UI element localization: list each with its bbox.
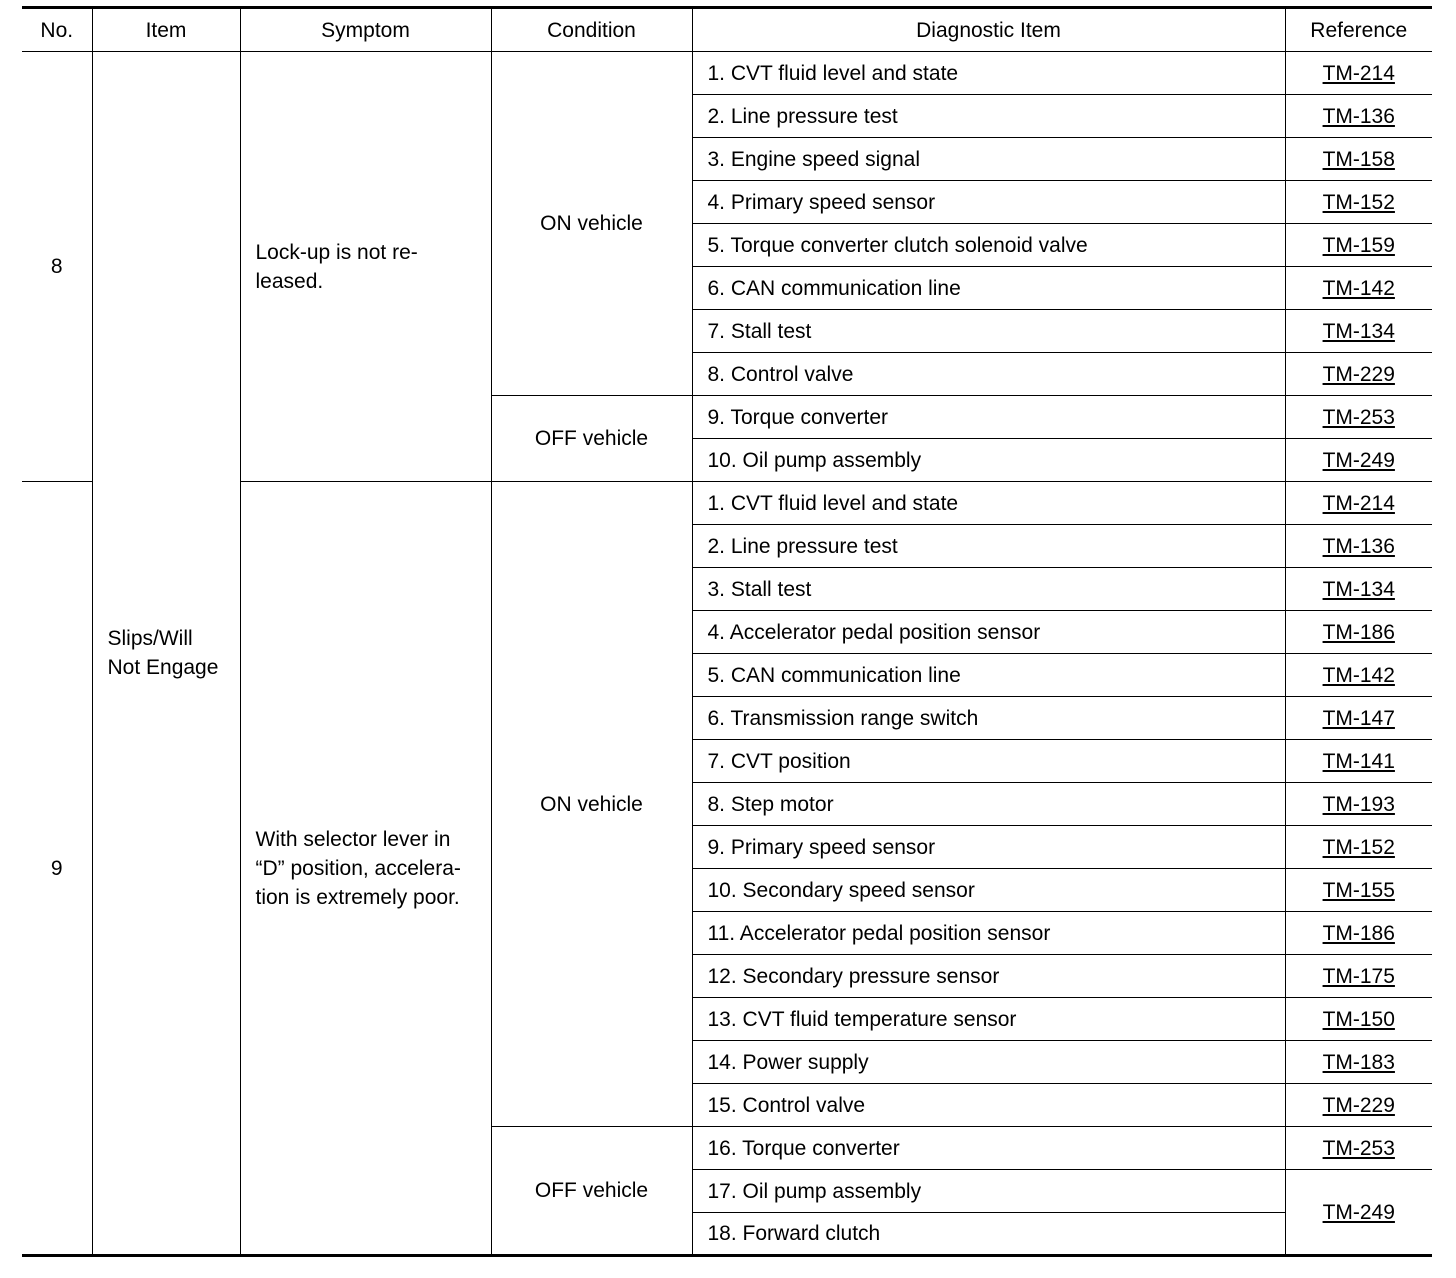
cell-diagnostic-item: 4. Accelerator pedal position sensor [692,611,1285,654]
cell-diagnostic-item: 9. Primary speed sensor [692,826,1285,869]
reference-link[interactable]: TM-150 [1322,1007,1395,1031]
cell-reference [1285,1170,1432,1256]
cell-diagnostic-item: 8. Step motor [692,783,1285,826]
cell-condition: ON vehicle [491,482,692,1127]
reference-link[interactable]: TM-193 [1322,792,1395,816]
cell-diagnostic-item: 1. CVT fluid level and state [692,482,1285,525]
reference-link[interactable]: TM-136 [1322,534,1395,558]
reference-link[interactable]: TM-175 [1322,964,1395,988]
reference-link[interactable]: TM-147 [1322,706,1395,730]
cell-condition: OFF vehicle [491,1127,692,1256]
cell-diagnostic-item: 6. CAN communication line [692,267,1285,310]
cell-condition: ON vehicle [491,52,692,396]
cell-diagnostic-item: 14. Power supply [692,1041,1285,1084]
cell-diagnostic-item: 13. CVT fluid temperature sensor [692,998,1285,1041]
reference-link[interactable]: TM-253 [1322,1136,1395,1160]
item-text: Slips/Will Not Engage [107,627,219,679]
cell-diagnostic-item: 2. Line pressure test [692,525,1285,568]
cell-reference [1285,267,1432,310]
reference-link[interactable]: TM-152 [1322,835,1395,859]
cell-diagnostic-item: 16. Torque converter [692,1127,1285,1170]
header-no: No. [22,8,92,52]
cell-reference [1285,525,1432,568]
reference-link[interactable]: TM-229 [1322,1093,1395,1117]
cell-reference [1285,826,1432,869]
cell-reference [1285,568,1432,611]
reference-link[interactable]: TM-142 [1322,663,1395,687]
cell-reference [1285,353,1432,396]
cell-reference [1285,955,1432,998]
reference-link[interactable]: TM-158 [1322,147,1395,171]
cell-diagnostic-item: 6. Transmission range switch [692,697,1285,740]
table-row [22,52,1432,95]
cell-diagnostic-item: 17. Oil pump assembly [692,1170,1285,1213]
cell-diagnostic-item: 5. CAN communication line [692,654,1285,697]
header-row [22,8,1432,52]
symptom-text: With selector lever in “D” position, accelera- tion is extremely poor. [255,827,461,909]
cell-no: 8 [22,52,92,482]
cell-diagnostic-item: 11. Accelerator pedal position sensor [692,912,1285,955]
cell-diagnostic-item: 5. Torque converter clutch solenoid valve [692,224,1285,267]
cell-reference [1285,1084,1432,1127]
reference-link[interactable]: TM-229 [1322,362,1395,386]
reference-link[interactable]: TM-134 [1322,319,1395,343]
cell-reference [1285,138,1432,181]
reference-link[interactable]: TM-159 [1322,233,1395,257]
cell-reference [1285,783,1432,826]
symptom-text: Lock-up is not re- leased. [255,240,418,293]
reference-link[interactable]: TM-136 [1322,104,1395,128]
cell-diagnostic-item: 9. Torque converter [692,396,1285,439]
cell-reference [1285,396,1432,439]
cell-diagnostic-item: 15. Control valve [692,1084,1285,1127]
cell-reference [1285,912,1432,955]
reference-link[interactable]: TM-186 [1322,921,1395,945]
reference-link[interactable]: TM-134 [1322,577,1395,601]
cell-reference [1285,439,1432,482]
reference-link[interactable]: TM-183 [1322,1050,1395,1074]
cell-reference [1285,224,1432,267]
cell-reference [1285,611,1432,654]
cell-diagnostic-item: 4. Primary speed sensor [692,181,1285,224]
cell-reference [1285,482,1432,525]
cell-reference [1285,1041,1432,1084]
cell-reference [1285,310,1432,353]
cell-diagnostic-item: 18. Forward clutch [692,1213,1285,1256]
cell-diagnostic-item: 1. CVT fluid level and state [692,52,1285,95]
reference-link[interactable]: TM-142 [1322,276,1395,300]
header-reference: Reference [1285,8,1432,52]
cell-diagnostic-item: 10. Secondary speed sensor [692,869,1285,912]
reference-link[interactable]: TM-249 [1322,1200,1395,1224]
table-body [22,52,1432,1256]
cell-reference [1285,740,1432,783]
cell-diagnostic-item: 3. Stall test [692,568,1285,611]
cell-item [92,52,240,1256]
reference-link[interactable]: TM-152 [1322,190,1395,214]
reference-link[interactable]: TM-214 [1322,61,1395,85]
cell-reference [1285,998,1432,1041]
header-symptom: Symptom [240,8,491,52]
reference-link[interactable]: TM-214 [1322,491,1395,515]
reference-link[interactable]: TM-249 [1322,448,1395,472]
cell-reference [1285,95,1432,138]
reference-link[interactable]: TM-155 [1322,878,1395,902]
cell-diagnostic-item: 2. Line pressure test [692,95,1285,138]
cell-reference [1285,1127,1432,1170]
cell-condition: OFF vehicle [491,396,692,482]
cell-diagnostic-item: 10. Oil pump assembly [692,439,1285,482]
reference-link[interactable]: TM-253 [1322,405,1395,429]
header-item: Item [92,8,240,52]
reference-link[interactable]: TM-186 [1322,620,1395,644]
cell-diagnostic-item: 7. Stall test [692,310,1285,353]
cell-no: 9 [22,482,92,1256]
cell-reference [1285,654,1432,697]
header-diagnostic-item: Diagnostic Item [692,8,1285,52]
diagnostic-table [22,6,1432,1257]
header-condition: Condition [491,8,692,52]
cell-diagnostic-item: 7. CVT position [692,740,1285,783]
cell-symptom [240,482,491,1256]
cell-diagnostic-item: 8. Control valve [692,353,1285,396]
cell-reference [1285,181,1432,224]
reference-link[interactable]: TM-141 [1322,749,1395,773]
cell-reference [1285,869,1432,912]
cell-reference [1285,697,1432,740]
cell-symptom [240,52,491,482]
cell-reference [1285,52,1432,95]
cell-diagnostic-item: 12. Secondary pressure sensor [692,955,1285,998]
cell-diagnostic-item: 3. Engine speed signal [692,138,1285,181]
